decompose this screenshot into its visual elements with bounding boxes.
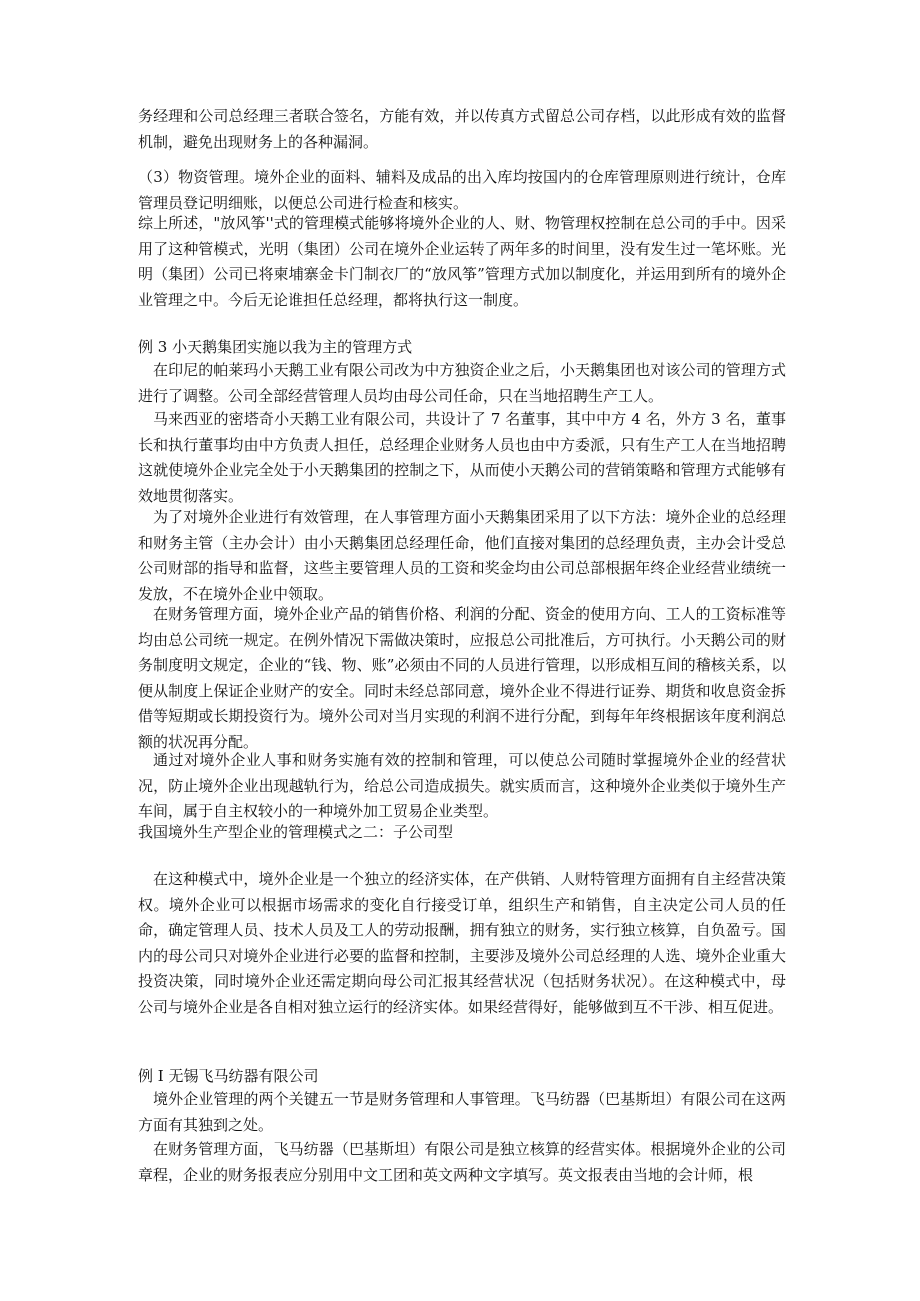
heading-example-3: 例 3 小天鹅集团实施以我为主的管理方式 xyxy=(138,338,413,356)
heading-subsidiary-model: 我国境外生产型企业的管理模式之二：子公司型 xyxy=(138,823,454,841)
paragraph-feima-finance: 在财务管理方面，飞马纺器（巴基斯坦）有限公司是独立核算的经营实体。根据境外企业的公司章程，企业的财务报表应分别用中文工团和英文两种文字填写。英文报表由当地的会计师，根 xyxy=(138,1140,786,1184)
paragraph-subsidiary-model-description: 在这种模式中，境外企业是一个独立的经济实体，在产供销、人财特管理方面拥有自主经营决策权。境外企业可以根据市场需求的变化自行接受订单，组织生产和销售，自主决定公司人员的任命，确定管理人员、技术人员及工人的劳动报酬，拥有独立的财务，实行独立核算，自负盈亏。国内的母公司只对境外企业进行必要的监督和控制，主要涉及境外公司总经理的人选、境外企业重大投资决策，同时境外企业还需定期向母公司汇报其经营状况（包括财务状况）。在这种模式中，母公司与境外企业是各自相对独立运行的经济实体。如果经营得好，能够做到互不干涉、相互促进。 xyxy=(138,870,786,1016)
paragraph-feima-intro: 境外企业管理的两个关键五一节是财务管理和人事管理。飞马纺器（巴基斯坦）有限公司在这两方面有其独到之处。 xyxy=(138,1090,786,1134)
paragraph-personnel-management: 为了对境外企业进行有效管理，在人事管理方面小天鹅集团采用了以下方法：境外企业的总经理和财务主管（主办会计）由小天鹅集团总经理任命，他们直接对集团的总经理负责，主办会计受总公司财部的指导和监督，这些主要管理人员的工资和奖金均由公司总部根据年终企业经营业绩统一发放，不在境外企业中领取。 xyxy=(138,508,786,603)
paragraph-materials-management: （3）物资管理。境外企业的面料、辅料及成品的出入库均按国内的仓库管理原则进行统计，仓库管理员登记明细账，以便总公司进行检查和核实。 xyxy=(138,168,786,212)
paragraph-kite-model-summary: 综上所述，"放风筝''式的管理模式能够将境外企业的人、财、物管理权控制在总公司的手中。因采用了这种管模式，光明（集团）公司在境外企业运转了两年多的时间里，没有发生过一笔坏账。光明（集团）公司已将柬埔寨金卡门制衣厂的“放风筝”管理方式加以制度化，并运用到所有的境外企业管理之中。今后无论谁担任总经理，都将执行这一制度。 xyxy=(138,214,786,309)
paragraph-financial-signoff: 务经理和公司总经理三者联合签名，方能有效，并以传真方式留总公司存档，以此形成有效的监督机制，避免出现财务上的各种漏洞。 xyxy=(138,107,786,151)
heading-example-feima: 例 I 无锡飞马纺器有限公司 xyxy=(138,1067,319,1085)
paragraph-indonesia-subsidiary: 在印尼的帕莱玛小天鹅工业有限公司改为中方独资企业之后，小天鹅集团也对该公司的管理方式进行了调整。公司全部经营管理人员均由母公司任命，只在当地招聘生产工人。 xyxy=(138,361,786,405)
paragraph-financial-management: 在财务管理方面，境外企业产品的销售价格、利润的分配、资金的使用方向、工人的工资标准等均由总公司统一规定。在例外情况下需做决策时，应报总公司批准后，方可执行。小天鹅公司的财务制度明文规定，企业的“钱、物、账”必须由不同的人员进行管理，以形成相互间的稽核关系，以便从制度上保证企业财产的安全。同时未经总部同意，境外企业不得进行证券、期货和收息资金拆借等短期或长期投资行为。境外公司对当月实现的利润不进行分配，到每年年终根据该年度利润总额的状况再分配。 xyxy=(138,605,786,751)
paragraph-malaysia-subsidiary: 马来西亚的密塔奇小天鹅工业有限公司，共设计了 7 名董事，其中中方 4 名，外方 3 名，董事长和执行董事均由中方负责人担任，总经理企业财务人员也由中方委派，只有生产工人在当地招聘这就使境外企业完全处于小天鹅集团的控制之下，从而使小天鹅公司的营销策略和管理方式能够有效地贯彻落实。 xyxy=(138,410,786,505)
paragraph-control-summary: 通过对境外企业人事和财务实施有效的控制和管理，可以使总公司随时掌握境外企业的经营状况，防止境外企业出现越轨行为，给总公司造成损失。就实质而言，这种境外企业类似于境外生产车间，属于自主权较小的一种境外加工贸易企业类型。 xyxy=(138,751,786,820)
